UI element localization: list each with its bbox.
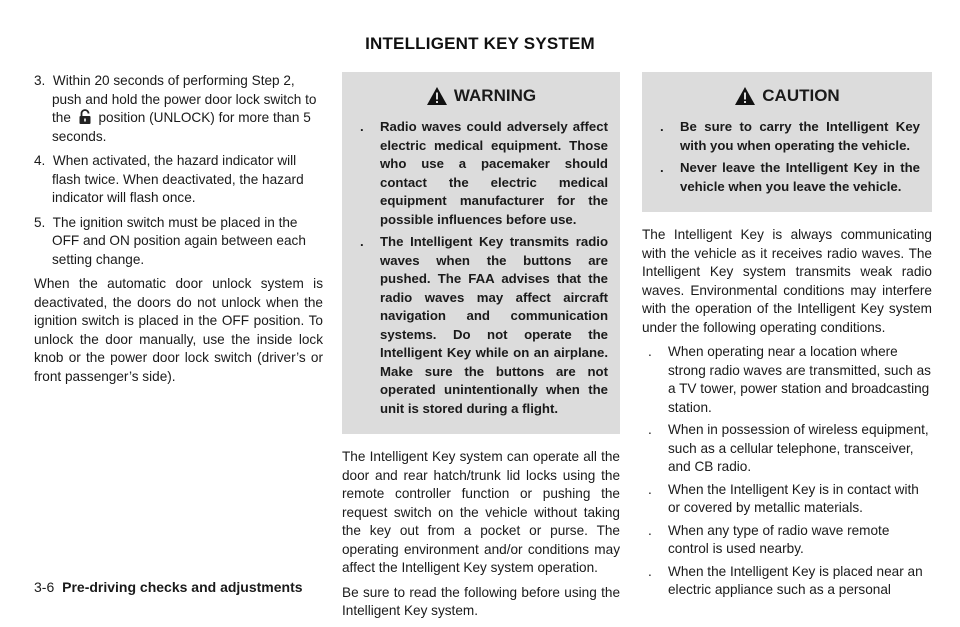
warning-item: . Radio waves could adversely affect electric medical equipment. Those who use a pacemaker should contact the electric medical equipment manufacturer for the possible influences before use. [360,119,608,227]
bullet: . [360,119,364,134]
bullet: . [360,234,364,249]
step-text: When activated, the hazard indicator will flash twice. When deactivated, the hazard indicator will flash once. [52,153,304,205]
warning-title: WARNING [453,85,537,105]
step-number: 3. [34,73,46,88]
step-4 [34,152,323,208]
bullet: . [648,344,652,359]
warning-triangle-icon [426,86,448,106]
bullet: . [660,160,664,175]
body-paragraph: Be sure to read the following before using the Intelligent Key system. [342,584,620,618]
body-paragraph: When the automatic door unlock system is deactivated, the doors do not unlock when the ignition switch is placed in the OFF position. To unlock the door manually, use the inside lock knob or the power door lock switch (driver’s or front passenger’s side). [34,276,323,384]
bullet: . [660,119,664,134]
list-item: . When any type of radio wave remote control is used nearby. [648,522,890,556]
list-item: . When in possession of wireless equipment, such as a cellular telephone, transceiver, and CB radio. [648,422,929,474]
section-title: Pre-driving checks and adjustments [62,579,303,595]
body-paragraph: The Intelligent Key is always communicating with the vehicle as it receives radio waves. The Intelligent Key system transmits weak radio waves. Environmental conditions may interfere with the operation of the Intelligent Key system under the following operating conditions. [642,227,932,335]
bullet: . [648,563,652,579]
step-number: 4. [34,153,46,168]
caution-heading [654,86,920,106]
page-footer [34,579,303,595]
body-paragraph: The Intelligent Key system can operate all the door and rear hatch/trunk lid locks using the remote controller function or pushing the request switch on the vehicle without taking the key out from a pocket or purse. The operating environment and/or conditions may affect the Intelligent Key system operation. [342,449,620,575]
caution-box [642,72,932,212]
warning-heading [354,86,608,106]
bullet: . [648,481,652,497]
list-item: . When the Intelligent Key is placed near an electric appliance such as a personal [648,563,923,597]
list-item: . When the Intelligent Key is in contact with or covered by metallic materials. [648,481,919,515]
page-title: INTELLIGENT KEY SYSTEM [365,34,595,53]
page-number: 3-6 [34,579,55,595]
bullet: . [648,522,652,538]
bullet: . [648,422,652,437]
step-text: Within 20 seconds of performing Step 2, push and hold the power door lock switch to the [52,73,317,125]
step-text: The ignition switch must be placed in the OFF and ON position again between each setting change. [52,214,306,267]
caution-title: CAUTION [762,85,840,105]
unlock-icon [77,109,93,125]
step-text: position (UNLOCK) for more than 5 seconds. [52,110,311,144]
list-item: . When operating near a location where strong radio waves are transmitted, such as a TV tower, power station and broadcasting station. [648,344,931,415]
warning-box [342,72,620,434]
middle-column [342,72,620,627]
step-5 [34,214,323,270]
right-column [642,72,932,604]
step-number: 5. [34,214,46,230]
caution-item: . Never leave the Intelligent Key in the vehicle when you leave the vehicle. [660,160,920,194]
warning-item: . The Intelligent Key transmits radio waves when the buttons are pushed. The FAA advises that the radio waves may affect aircraft navigation and communication systems. Do not operate the Intelligent Key while on an airplane. Make sure the buttons are not operated unintentionally when the unit is stored during a flight. [360,234,608,416]
left-column [34,72,323,392]
caution-item: . Be sure to carry the Intelligent Key with you when operating the vehicle. [660,119,920,153]
step-3 [34,72,323,146]
caution-triangle-icon [734,86,756,106]
